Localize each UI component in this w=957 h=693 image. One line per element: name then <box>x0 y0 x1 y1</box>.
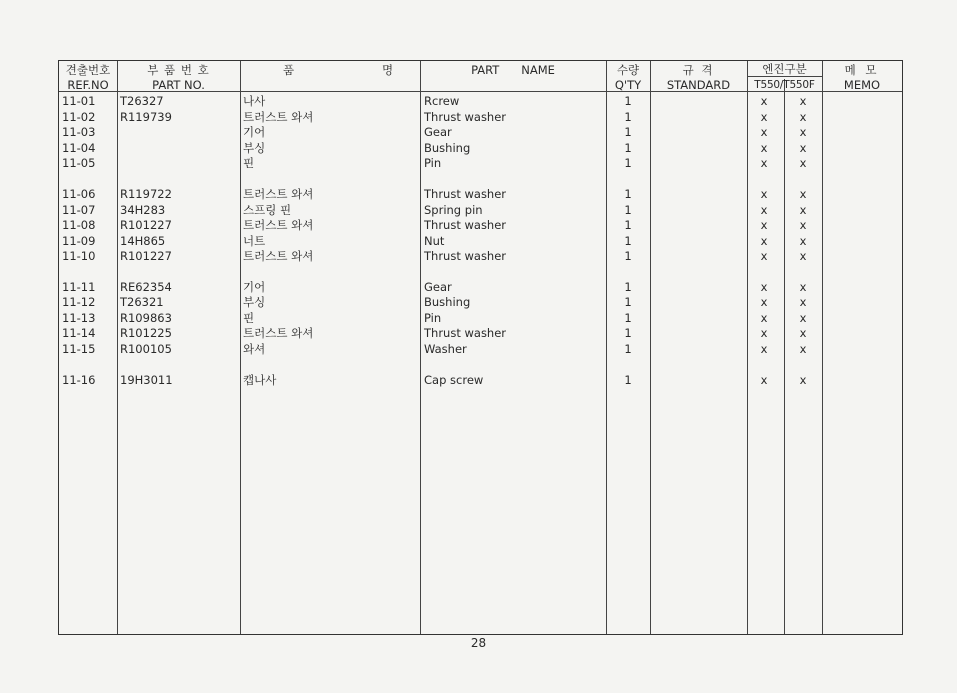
korean-name-cell: 스프링 핀 <box>243 203 292 217</box>
header-qty-en: Q'TY <box>614 78 642 92</box>
ref-no-cell: 11-08 <box>62 218 96 232</box>
qty-cell: 1 <box>624 311 632 325</box>
korean-name-cell: 핀 <box>243 156 255 170</box>
column-divider <box>650 61 651 634</box>
engine-t550f-cell: x <box>799 311 807 325</box>
qty-cell: 1 <box>624 141 632 155</box>
korean-name-cell: 부싱 <box>243 295 266 309</box>
engine-t550f-cell: x <box>799 94 807 108</box>
engine-t550f-cell: x <box>799 295 807 309</box>
ref-no-cell: 11-09 <box>62 234 96 248</box>
part-no-cell: 34H283 <box>120 203 166 217</box>
part-no-cell: RE62354 <box>120 280 172 294</box>
header-engine-en: T550/T550F <box>754 79 815 91</box>
part-no-cell: R101227 <box>120 249 172 263</box>
qty-cell: 1 <box>624 342 632 356</box>
engine-t550-cell: x <box>760 110 768 124</box>
engine-t550f-cell: x <box>799 249 807 263</box>
ref-no-cell: 11-06 <box>62 187 96 201</box>
ref-no-cell: 11-03 <box>62 125 96 139</box>
engine-t550-cell: x <box>760 326 768 340</box>
engine-t550-cell: x <box>760 156 768 170</box>
part-name-cell: Gear <box>424 280 452 294</box>
ref-no-cell: 11-13 <box>62 311 96 325</box>
part-name-cell: Cap screw <box>424 373 484 387</box>
korean-name-cell: 트러스트 와셔 <box>243 110 314 124</box>
qty-cell: 1 <box>624 187 632 201</box>
engine-t550f-cell: x <box>799 234 807 248</box>
part-name-cell: Bushing <box>424 295 471 309</box>
qty-cell: 1 <box>624 326 632 340</box>
column-divider <box>420 61 421 634</box>
qty-cell: 1 <box>624 249 632 263</box>
part-name-cell: Thrust washer <box>424 187 507 201</box>
korean-name-cell: 와셔 <box>243 342 266 356</box>
header-part-en: PART NO. <box>152 78 205 92</box>
ref-no-cell: 11-07 <box>62 203 96 217</box>
header-name-ko-1: 품 <box>283 63 295 77</box>
qty-cell: 1 <box>624 280 632 294</box>
header-qty-ko: 수량 <box>616 63 640 77</box>
engine-t550-cell: x <box>760 311 768 325</box>
part-no-cell: R100105 <box>120 342 172 356</box>
header-standard-en: STANDARD <box>666 78 731 92</box>
ref-no-cell: 11-01 <box>62 94 96 108</box>
qty-cell: 1 <box>624 234 632 248</box>
part-no-cell: 19H3011 <box>120 373 173 387</box>
korean-name-cell: 기어 <box>243 280 266 294</box>
engine-t550f-cell: x <box>799 342 807 356</box>
column-divider <box>117 61 118 634</box>
engine-t550f-cell: x <box>799 326 807 340</box>
engine-t550-cell: x <box>760 249 768 263</box>
part-no-cell: 14H865 <box>120 234 166 248</box>
engine-t550-cell: x <box>760 187 768 201</box>
header-memo-ko: 메 모 <box>844 63 880 77</box>
engine-t550f-cell: x <box>799 187 807 201</box>
header-engine-ko: 엔진구분 <box>762 62 807 76</box>
qty-cell: 1 <box>624 295 632 309</box>
ref-no-cell: 11-14 <box>62 326 96 340</box>
part-no-cell: R119739 <box>120 110 172 124</box>
part-name-cell: Thrust washer <box>424 249 507 263</box>
part-name-cell: Pin <box>424 311 442 325</box>
korean-name-cell: 너트 <box>243 234 266 248</box>
ref-no-cell: 11-16 <box>62 373 96 387</box>
part-name-cell: Bushing <box>424 141 471 155</box>
korean-name-cell: 트러스트 와셔 <box>243 326 314 340</box>
engine-t550f-cell: x <box>799 373 807 387</box>
engine-t550f-cell: x <box>799 203 807 217</box>
part-name-cell: Pin <box>424 156 442 170</box>
korean-name-cell: 기어 <box>243 125 266 139</box>
page-number: 28 <box>470 636 487 650</box>
korean-name-cell: 부싱 <box>243 141 266 155</box>
header-ref-en: REF.NO <box>67 78 109 92</box>
part-name-cell: Gear <box>424 125 452 139</box>
column-divider <box>784 79 785 634</box>
korean-name-cell: 핀 <box>243 311 255 325</box>
header-name-ko-2: 명 <box>382 63 394 77</box>
engine-t550-cell: x <box>760 234 768 248</box>
part-name-cell: Nut <box>424 234 445 248</box>
ref-no-cell: 11-11 <box>62 280 96 294</box>
column-divider <box>240 61 241 634</box>
part-no-cell: R101227 <box>120 218 172 232</box>
korean-name-cell: 트러스트 와셔 <box>243 249 314 263</box>
parts-table <box>58 60 903 635</box>
qty-cell: 1 <box>624 125 632 139</box>
column-divider <box>822 61 823 634</box>
part-no-cell: T26321 <box>120 295 164 309</box>
korean-name-cell: 트러스트 와셔 <box>243 187 314 201</box>
part-name-cell: Thrust washer <box>424 218 507 232</box>
ref-no-cell: 11-10 <box>62 249 96 263</box>
qty-cell: 1 <box>624 218 632 232</box>
engine-t550-cell: x <box>760 295 768 309</box>
part-no-cell: R119722 <box>120 187 172 201</box>
qty-cell: 1 <box>624 156 632 170</box>
part-no-cell: T26327 <box>120 94 164 108</box>
engine-t550f-cell: x <box>799 218 807 232</box>
ref-no-cell: 11-12 <box>62 295 96 309</box>
engine-t550-cell: x <box>760 342 768 356</box>
header-part-ko: 부 품 번 호 <box>147 63 210 77</box>
korean-name-cell: 트러스트 와셔 <box>243 218 314 232</box>
qty-cell: 1 <box>624 373 632 387</box>
engine-t550-cell: x <box>760 373 768 387</box>
engine-t550f-cell: x <box>799 110 807 124</box>
header-standard-ko: 규 격 <box>682 63 715 77</box>
header-ref-ko: 견출번호 <box>65 63 111 77</box>
header-memo-en: MEMO <box>843 78 881 92</box>
qty-cell: 1 <box>624 94 632 108</box>
qty-cell: 1 <box>624 203 632 217</box>
engine-t550f-cell: x <box>799 280 807 294</box>
korean-name-cell: 캡나사 <box>243 373 277 387</box>
header-subdivider <box>747 76 822 77</box>
part-name-cell: Spring pin <box>424 203 483 217</box>
ref-no-cell: 11-05 <box>62 156 96 170</box>
part-name-cell: Thrust washer <box>424 326 507 340</box>
engine-t550-cell: x <box>760 94 768 108</box>
engine-t550-cell: x <box>760 141 768 155</box>
engine-t550f-cell: x <box>799 141 807 155</box>
part-name-cell: Thrust washer <box>424 110 507 124</box>
header-name-en: PART NAME <box>471 63 555 77</box>
ref-no-cell: 11-04 <box>62 141 96 155</box>
qty-cell: 1 <box>624 110 632 124</box>
engine-t550-cell: x <box>760 218 768 232</box>
engine-t550f-cell: x <box>799 156 807 170</box>
ref-no-cell: 11-15 <box>62 342 96 356</box>
engine-t550-cell: x <box>760 203 768 217</box>
ref-no-cell: 11-02 <box>62 110 96 124</box>
part-name-cell: Washer <box>424 342 467 356</box>
engine-t550-cell: x <box>760 280 768 294</box>
part-no-cell: R109863 <box>120 311 172 325</box>
column-divider <box>747 61 748 634</box>
part-no-cell: R101225 <box>120 326 172 340</box>
korean-name-cell: 나사 <box>243 94 266 108</box>
part-name-cell: Rcrew <box>424 94 460 108</box>
engine-t550-cell: x <box>760 125 768 139</box>
engine-t550f-cell: x <box>799 125 807 139</box>
